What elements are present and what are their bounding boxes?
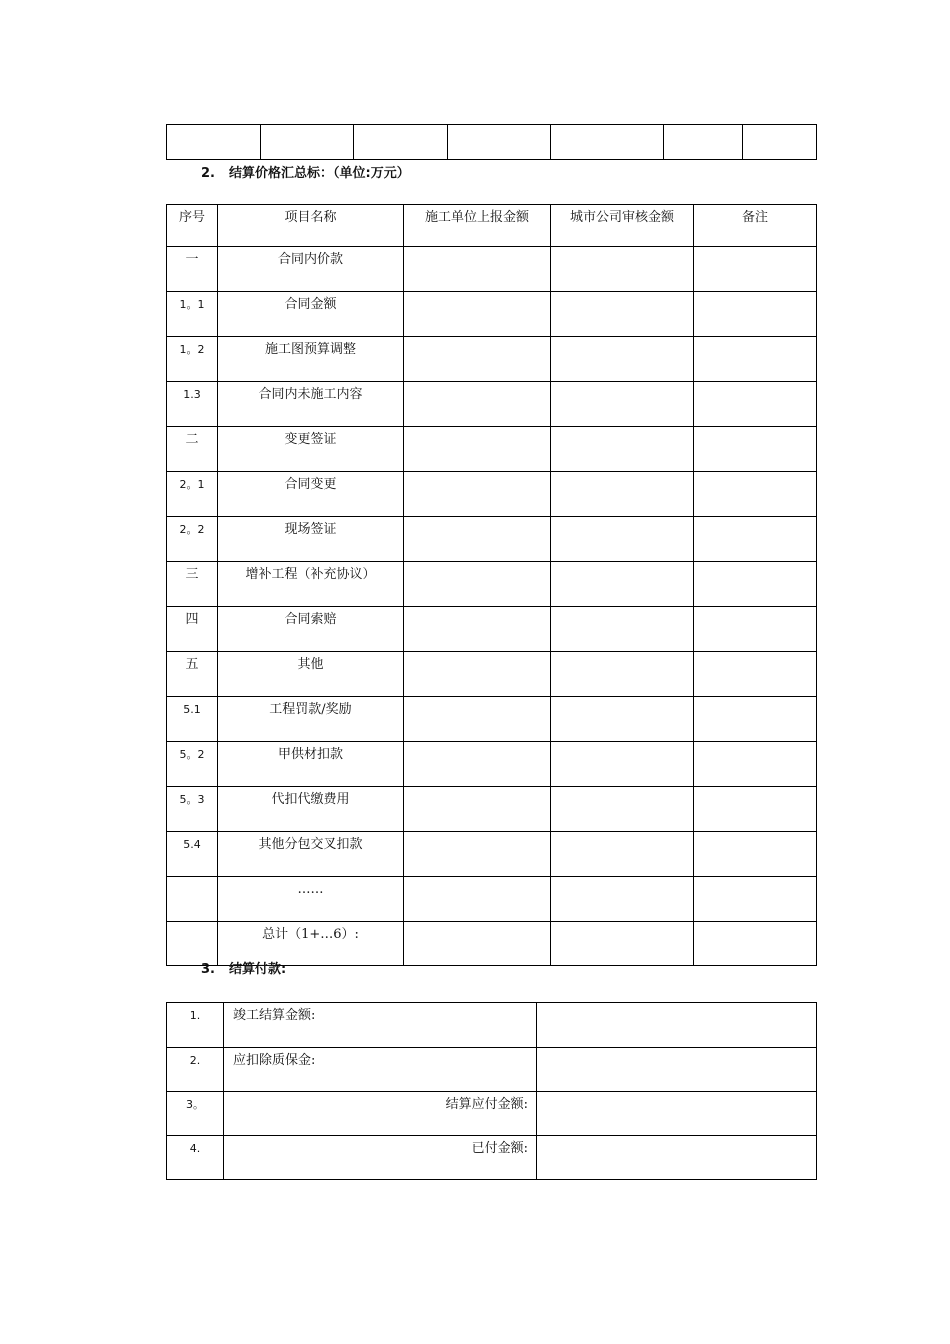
empty-cell [664, 125, 743, 160]
row-remark [694, 382, 817, 427]
row-remark [694, 787, 817, 832]
row-contractor-amount [404, 337, 551, 382]
table-row [167, 472, 817, 517]
payment-row-label: 应扣除质保金: [224, 1048, 537, 1092]
row-contractor-amount [404, 652, 551, 697]
table-row [167, 1092, 817, 1136]
row-name: 现场签证 [218, 517, 404, 562]
row-name: 工程罚款/奖励 [218, 697, 404, 742]
row-no: 一 [167, 247, 218, 292]
table-row [167, 832, 817, 877]
row-name: …… [218, 877, 404, 922]
header-no: 序号 [167, 205, 218, 247]
row-name: 代扣代缴费用 [218, 787, 404, 832]
row-remark [694, 292, 817, 337]
payment-row-value [537, 1092, 817, 1136]
row-review-amount [551, 382, 694, 427]
row-review-amount [551, 337, 694, 382]
row-no: 5.4 [167, 832, 218, 877]
row-remark [694, 877, 817, 922]
row-contractor-amount [404, 427, 551, 472]
row-remark [694, 742, 817, 787]
row-name: 其他 [218, 652, 404, 697]
section3-number: 3. [201, 962, 215, 977]
header-remark: 备注 [694, 205, 817, 247]
table-header-row [167, 205, 817, 247]
row-remark [694, 652, 817, 697]
row-no: 五 [167, 652, 218, 697]
row-no [167, 922, 218, 966]
row-remark [694, 832, 817, 877]
row-review-amount [551, 877, 694, 922]
empty-cell [354, 125, 448, 160]
table-row [167, 697, 817, 742]
row-remark [694, 517, 817, 562]
settlement-payment-table [166, 1002, 817, 1180]
row-no: 5。3 [167, 787, 218, 832]
row-no: 5。2 [167, 742, 218, 787]
header-review-amount: 城市公司审核金额 [551, 205, 694, 247]
payment-row-no: 1. [167, 1003, 224, 1048]
row-contractor-amount [404, 292, 551, 337]
table-row [167, 382, 817, 427]
top-empty-table [166, 124, 817, 160]
section3-title: 结算付款: [229, 962, 287, 977]
row-contractor-amount [404, 742, 551, 787]
row-name: 合同内未施工内容 [218, 382, 404, 427]
row-contractor-amount [404, 922, 551, 966]
row-remark [694, 427, 817, 472]
row-name: 增补工程（补充协议） [218, 562, 404, 607]
row-review-amount [551, 472, 694, 517]
row-no: 二 [167, 427, 218, 472]
row-name: 甲供材扣款 [218, 742, 404, 787]
row-review-amount [551, 607, 694, 652]
row-contractor-amount [404, 517, 551, 562]
row-no: 1.3 [167, 382, 218, 427]
row-contractor-amount [404, 562, 551, 607]
row-name: 合同变更 [218, 472, 404, 517]
table-row [167, 247, 817, 292]
payment-row-no: 3。 [167, 1092, 224, 1136]
row-remark [694, 697, 817, 742]
row-name: 施工图预算调整 [218, 337, 404, 382]
table-row [167, 877, 817, 922]
row-review-amount [551, 787, 694, 832]
row-contractor-amount [404, 472, 551, 517]
row-no: 2。2 [167, 517, 218, 562]
section2-heading [201, 166, 410, 182]
table-row [167, 517, 817, 562]
table-row [167, 922, 817, 966]
row-contractor-amount [404, 832, 551, 877]
section2-number: 2. [201, 166, 215, 181]
table-row [167, 1003, 817, 1048]
empty-cell [167, 125, 261, 160]
row-remark [694, 562, 817, 607]
row-no: 1。1 [167, 292, 218, 337]
row-name: 合同金额 [218, 292, 404, 337]
row-name: 合同索赔 [218, 607, 404, 652]
section2-title: 结算价格汇总标：（单位:万元） [229, 166, 410, 181]
table-row [167, 337, 817, 382]
row-no [167, 877, 218, 922]
row-review-amount [551, 562, 694, 607]
row-contractor-amount [404, 787, 551, 832]
payment-row-value [537, 1003, 817, 1048]
row-name: 总计（1+…6）: [218, 922, 404, 966]
table-row [167, 787, 817, 832]
row-contractor-amount [404, 382, 551, 427]
section3-heading [201, 962, 286, 978]
settlement-summary-table [166, 204, 817, 966]
row-name: 其他分包交叉扣款 [218, 832, 404, 877]
table-row [167, 1136, 817, 1180]
row-contractor-amount [404, 247, 551, 292]
row-no: 四 [167, 607, 218, 652]
payment-row-label: 结算应付金额: [224, 1092, 537, 1136]
payment-row-value [537, 1048, 817, 1092]
row-review-amount [551, 427, 694, 472]
payment-row-value [537, 1136, 817, 1180]
row-contractor-amount [404, 877, 551, 922]
payment-row-label: 竣工结算金额: [224, 1003, 537, 1048]
payment-row-no: 2. [167, 1048, 224, 1092]
row-remark [694, 337, 817, 382]
row-contractor-amount [404, 697, 551, 742]
table-row [167, 652, 817, 697]
row-name: 变更签证 [218, 427, 404, 472]
empty-cell [448, 125, 551, 160]
table-row [167, 607, 817, 652]
row-remark [694, 247, 817, 292]
row-contractor-amount [404, 607, 551, 652]
row-no: 三 [167, 562, 218, 607]
row-no: 2。1 [167, 472, 218, 517]
row-review-amount [551, 742, 694, 787]
table-row [167, 125, 817, 160]
row-remark [694, 922, 817, 966]
row-review-amount [551, 292, 694, 337]
table-row [167, 742, 817, 787]
empty-cell [551, 125, 664, 160]
row-no: 1。2 [167, 337, 218, 382]
row-no: 5.1 [167, 697, 218, 742]
row-review-amount [551, 247, 694, 292]
row-review-amount [551, 832, 694, 877]
row-review-amount [551, 517, 694, 562]
row-remark [694, 607, 817, 652]
empty-cell [743, 125, 817, 160]
row-review-amount [551, 652, 694, 697]
row-review-amount [551, 697, 694, 742]
empty-cell [261, 125, 354, 160]
table-row [167, 292, 817, 337]
header-contractor-amount: 施工单位上报金额 [404, 205, 551, 247]
row-name: 合同内价款 [218, 247, 404, 292]
table-row [167, 1048, 817, 1092]
payment-row-label: 已付金额: [224, 1136, 537, 1180]
header-name: 项目名称 [218, 205, 404, 247]
row-review-amount [551, 922, 694, 966]
row-remark [694, 472, 817, 517]
table-row [167, 427, 817, 472]
table-row [167, 562, 817, 607]
payment-row-no: 4. [167, 1136, 224, 1180]
